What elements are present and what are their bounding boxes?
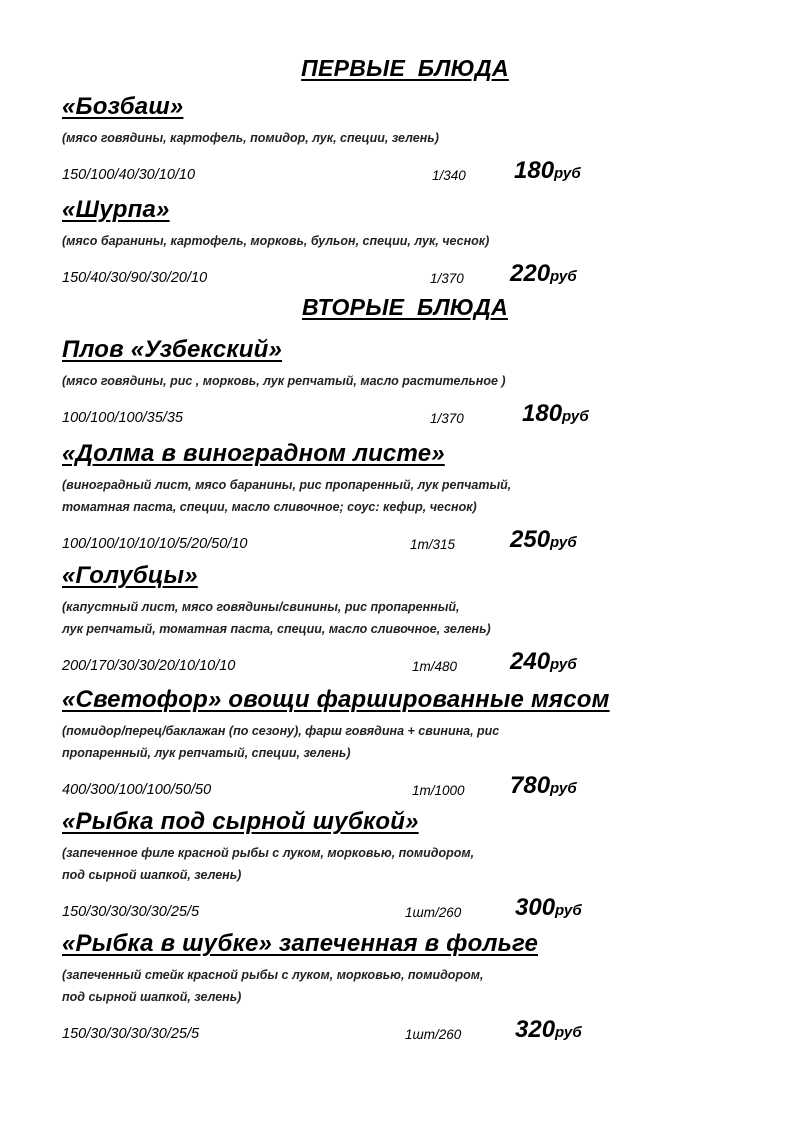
dish-description: под сырной шапкой, зелень) xyxy=(62,868,242,882)
dish-name: «Рыбка под сырной шубкой» xyxy=(62,808,419,835)
dish-description: (капустный лист, мясо говядины/свинины, рис пропаренный, xyxy=(62,600,460,614)
dish-name: «Бозбаш» xyxy=(62,93,184,120)
dish-portion: 1/370 xyxy=(430,411,464,426)
price-currency: руб xyxy=(550,780,577,797)
dish-weights: 150/30/30/30/30/25/5 xyxy=(62,1026,200,1042)
menu-item xyxy=(62,686,762,802)
dish-portion: 1/370 xyxy=(430,271,464,286)
dish-portion: 1т/480 xyxy=(412,659,458,674)
dish-info-row xyxy=(62,260,762,290)
dish-weights: 200/170/30/30/20/10/10/10 xyxy=(62,658,236,674)
dish-description: (помидор/перец/баклажан (по сезону), фарш говядина + свинина, рис xyxy=(62,724,500,738)
price-currency: руб xyxy=(550,534,577,551)
dish-price xyxy=(515,894,582,922)
dish-price xyxy=(522,400,589,428)
dish-name: «Голубцы» xyxy=(62,562,198,589)
dish-name: «Светофор» овощи фаршированные мясом xyxy=(62,686,610,713)
menu-item xyxy=(62,440,762,556)
dish-description: (мясо баранины, картофель, морковь, бульон, специи, лук, чеснок) xyxy=(62,234,490,248)
dish-portion: 1т/1000 xyxy=(412,783,465,798)
price-value: 180 xyxy=(522,400,563,427)
dish-info-row xyxy=(62,400,762,430)
price-value: 780 xyxy=(510,772,551,799)
dish-price xyxy=(510,526,577,554)
dish-weights: 100/100/10/10/10/5/20/50/10 xyxy=(62,536,248,552)
price-value: 320 xyxy=(515,1016,556,1043)
dish-portion: 1/340 xyxy=(432,168,466,183)
price-value: 240 xyxy=(510,648,551,675)
dish-description: пропаренный, лук репчатый, специи, зелень) xyxy=(62,746,351,760)
menu-item xyxy=(62,562,762,678)
dish-info-row xyxy=(62,526,762,556)
dish-name: «Рыбка в шубке» запеченная в фольге xyxy=(62,930,538,957)
dish-info-row xyxy=(62,1016,762,1046)
price-value: 250 xyxy=(510,526,551,553)
price-currency: руб xyxy=(550,656,577,673)
dish-portion: 1шт/260 xyxy=(405,1027,462,1042)
price-value: 180 xyxy=(514,157,555,184)
price-currency: руб xyxy=(555,1024,582,1041)
dish-info-row xyxy=(62,894,762,924)
dish-price xyxy=(510,772,577,800)
dish-price xyxy=(510,260,577,288)
dish-info-row xyxy=(62,157,762,187)
dish-description: (виноградный лист, мясо баранины, рис пропаренный, лук репчатый, xyxy=(62,478,512,492)
dish-weights: 150/40/30/90/30/20/10 xyxy=(62,270,208,286)
dish-price xyxy=(515,1016,582,1044)
dish-name: «Долма в виноградном листе» xyxy=(62,440,445,467)
dish-description: томатная паста, специи, масло сливочное; соус: кефир, чеснок) xyxy=(62,500,477,514)
dish-description: под сырной шапкой, зелень) xyxy=(62,990,242,1004)
dish-description: (мясо говядины, рис , морковь, лук репчатый, масло растительное ) xyxy=(62,374,506,388)
dish-portion: 1шт/260 xyxy=(405,905,462,920)
price-currency: руб xyxy=(555,902,582,919)
price-currency: руб xyxy=(554,165,581,182)
dish-weights: 100/100/100/35/35 xyxy=(62,410,183,426)
dish-description: (мясо говядины, картофель, помидор, лук, специи, зелень) xyxy=(62,131,439,145)
menu-item xyxy=(62,808,762,924)
price-value: 220 xyxy=(510,260,551,287)
section-heading-second-courses: ВТОРЫЕ БЛЮДА xyxy=(301,294,509,320)
dish-weights: 400/300/100/100/50/50 xyxy=(62,782,212,798)
price-currency: руб xyxy=(550,268,577,285)
dish-description: (запеченное филе красной рыбы с луком, морковью, помидором, xyxy=(62,846,475,860)
dish-name: «Шурпа» xyxy=(62,196,170,223)
dish-weights: 150/30/30/30/30/25/5 xyxy=(62,904,200,920)
dish-weights: 150/100/40/30/10/10 xyxy=(62,167,196,183)
dish-info-row xyxy=(62,648,762,678)
price-currency: руб xyxy=(562,408,589,425)
menu-item xyxy=(62,930,762,1046)
dish-description: лук репчатый, томатная паста, специи, масло сливочное, зелень) xyxy=(62,622,491,636)
dish-info-row xyxy=(62,772,762,802)
dish-description: (запеченный стейк красной рыбы с луком, морковью, помидором, xyxy=(62,968,484,982)
section-heading-first-courses: ПЕРВЫЕ БЛЮДА xyxy=(301,55,509,81)
dish-price xyxy=(510,648,577,676)
menu-item xyxy=(62,93,762,187)
menu-item xyxy=(62,196,762,290)
dish-name: Плов «Узбекский» xyxy=(62,336,283,363)
menu-item xyxy=(62,336,762,430)
dish-portion: 1т/315 xyxy=(410,537,456,552)
dish-price xyxy=(514,157,581,185)
price-value: 300 xyxy=(515,894,556,921)
